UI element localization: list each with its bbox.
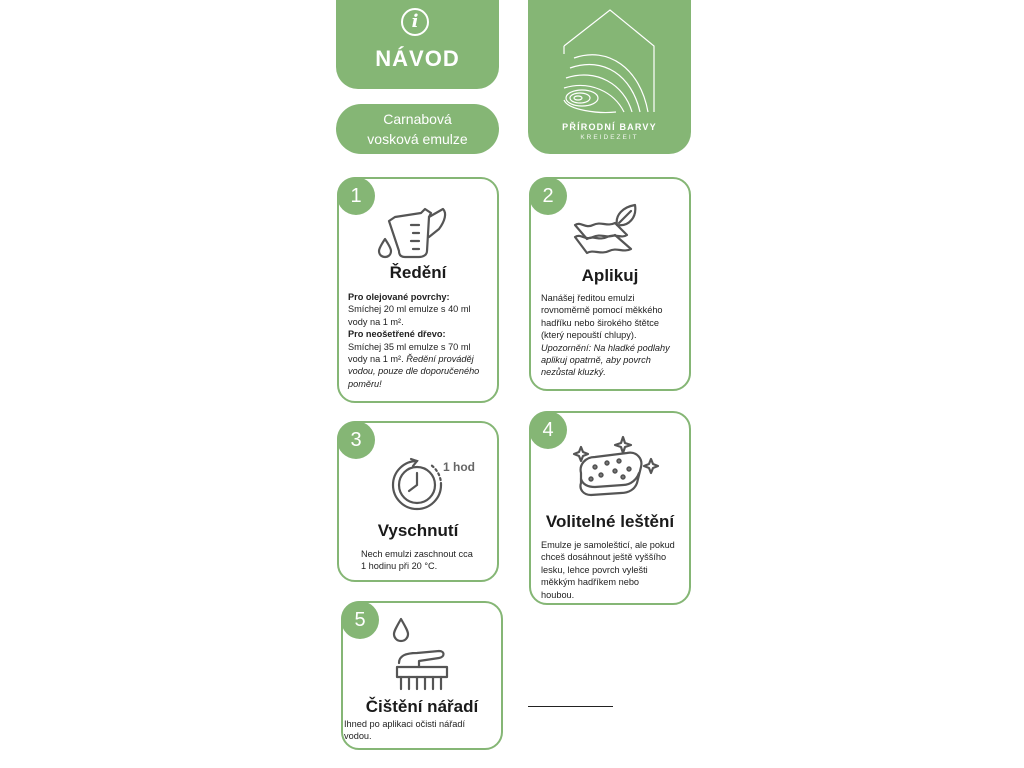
text-line: Pro neošetřené dřevo: [348,329,446,340]
text-line: rovnoměrně pomocí měkkého [541,305,663,316]
text-line: Pro olejované povrchy: [348,292,450,302]
text-line: vodou. [344,731,372,742]
text-line: lesku, lehce povrch vylešti [541,564,648,575]
clock-icon [389,457,445,513]
step-card-3 [337,421,499,582]
product-name-pill [336,104,499,154]
text-line: Emulze je samolešticí, ale pokud [541,540,675,550]
step-title: Aplikuj [581,266,639,285]
drying-time-label: 1 hod [443,460,475,474]
text-line: Smíchej 35 ml emulze s 70 ml [348,341,471,352]
product-name-line-1: Carnabová [383,111,452,127]
step-description [361,548,496,573]
text-line: 1 hodinu při 20 °C. [361,561,438,572]
text-line: Ředění prováděj [406,354,474,365]
brand-name: PŘÍRODNÍ BARVY [562,122,657,132]
measuring-jug-icon [375,199,459,263]
step-number-badge: 5 [341,601,379,639]
text-line: Ihned po aplikaci očisti nářadí [344,719,466,729]
step-card-1 [337,177,499,403]
step-description [348,291,496,390]
brand-subname: KREIDEZEIT [580,134,639,141]
info-icon: i [401,8,429,36]
step-title: Čištění nářadí [365,697,479,716]
step-title: Vyschnutí [377,521,459,540]
text-line: chceš dosáhnout ještě vyššího [541,552,667,563]
sponge-sparkle-icon [571,431,663,505]
text-line: aplikuj opatrně, aby povrch [541,355,651,366]
brush-drop-icon [389,617,453,697]
step-description [541,292,689,379]
page-title: NÁVOD [375,46,460,71]
text-line: vody na 1 m². [348,316,404,327]
text-line: nezůstal kluzký. [541,367,606,378]
step-description [541,539,691,601]
text-line: houbou. [541,589,575,600]
cloth-leaf-icon [571,203,647,263]
step-number-badge: 1 [337,177,375,215]
text-line: měkkým hadříkem nebo [541,577,640,588]
text-line: hadříku nebo širokého štětce [541,317,659,328]
step-title: Volitelné leštění [545,512,675,531]
step-description [344,718,504,743]
step-card-4 [529,411,691,605]
divider-line [528,706,613,707]
header-navod-box [336,0,499,89]
step-number-badge: 2 [529,177,567,215]
text-line: (který nepouští chlupy). [541,330,637,341]
text-line: vodou, pouze dle doporučeného [348,366,480,377]
step-card-2 [529,177,691,391]
text-line: vody na 1 m². [348,354,404,365]
step-number-badge: 3 [337,421,375,459]
text-line: Upozornění: Na hladké podlahy [541,342,670,353]
text-line: poměru! [348,378,382,389]
product-name-line-2: vosková emulze [367,131,468,147]
step-title: Ředění [389,263,447,282]
brand-logo-box [528,0,691,154]
step-number-badge: 4 [529,411,567,449]
text-line: Nanášej ředitou emulzi [541,293,635,303]
text-line: Smíchej 20 ml emulze s 40 ml [348,304,471,315]
step-card-5 [341,601,503,750]
text-line: Nech emulzi zaschnout cca [361,549,473,559]
